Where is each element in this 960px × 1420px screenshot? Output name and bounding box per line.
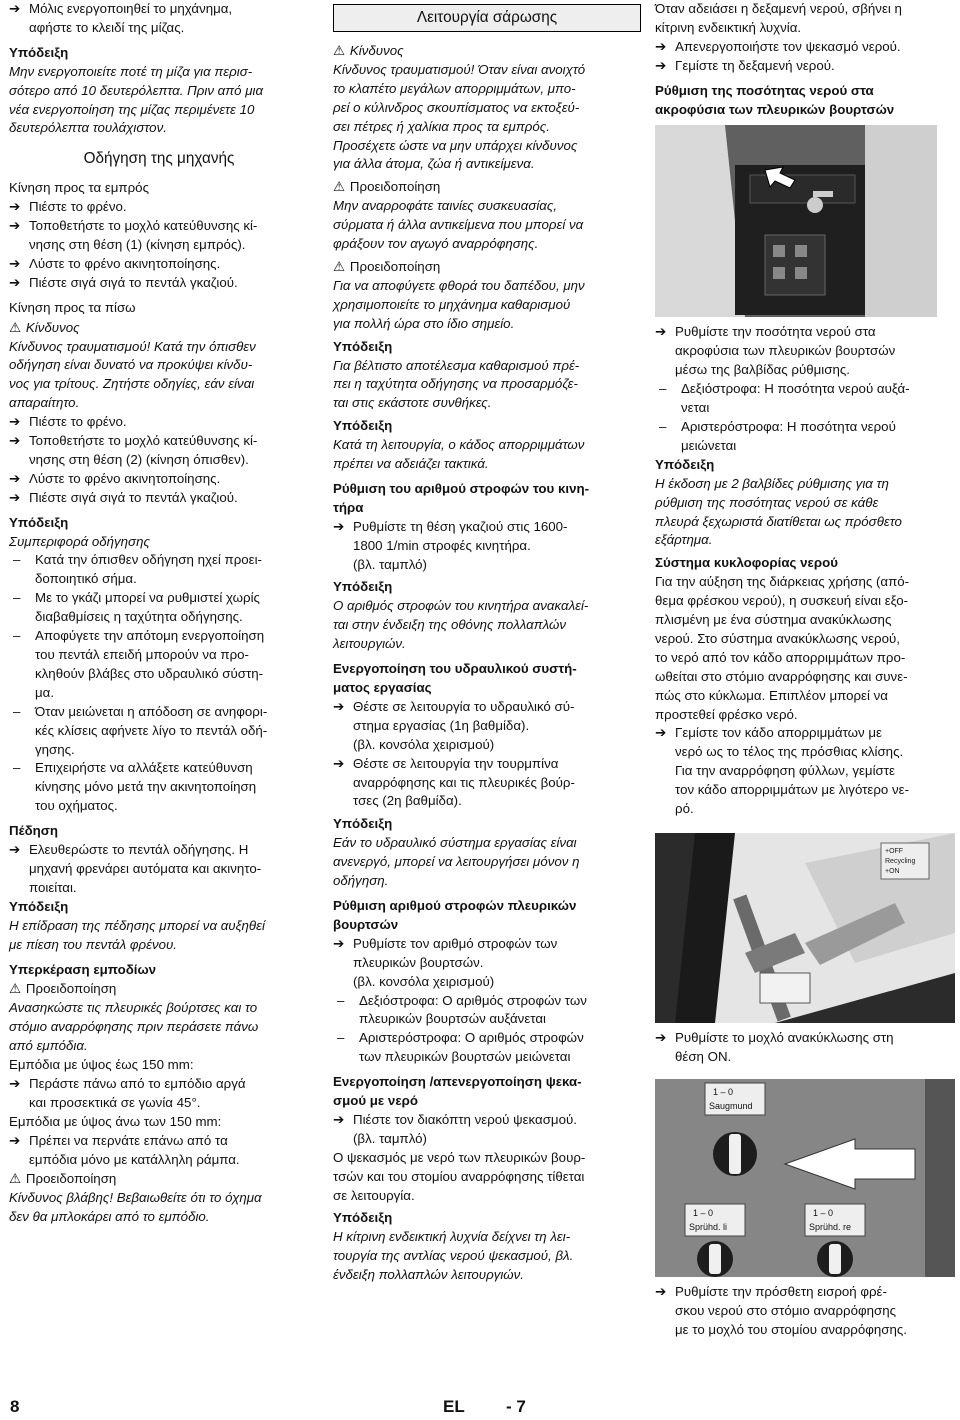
list-item	[9, 703, 309, 760]
text-line: λειτουργιών.	[333, 636, 406, 652]
text-line: αφήστε το κλειδί της μίζας.	[29, 19, 185, 35]
text-line: Η επίδραση της πέδησης μπορεί να αυξηθεί	[9, 917, 265, 933]
note-title: Υπόδειξη	[333, 816, 393, 832]
photo-recycling-lever	[655, 833, 955, 1023]
warning-heading	[9, 980, 309, 999]
text-line: Για να αποφύγετε φθορά του δαπέδου, μην	[333, 277, 585, 293]
danger-title: Κίνδυνος	[25, 319, 80, 335]
column-left	[9, 0, 309, 1227]
text-line: ➔ Πρέπει να περνάτε επάνω από τα	[29, 1132, 228, 1148]
step-item	[9, 489, 309, 508]
text-line: Για την αύξηση της διάρκειας χρήσης (από-	[655, 574, 910, 590]
warning-body	[333, 277, 641, 334]
subsection-title: Πέδηση	[9, 823, 59, 839]
warning-title: Προειδοποίηση	[25, 981, 117, 997]
text-line: μέσω της βαλβίδας ρύθμισης.	[675, 362, 850, 378]
text-line: ωθείται στο στόμιο αναρρόφησης και συνε-	[655, 668, 908, 684]
text-line: Ο αριθμός στροφών του κινητήρα ανακαλεί-	[333, 598, 589, 614]
text-line: οδήγηση είναι δυνατό να προκύψει κίνδυ-	[9, 357, 253, 373]
text-line: πρέπει να αδειάζει τακτικά.	[333, 456, 489, 472]
text-line: ➔ Πιέστε το φρένο.	[29, 414, 127, 430]
text-line: ακροφύσια των πλευρικών βουρτσών	[675, 343, 896, 359]
text-line: μηχανή φρενάρει αυτόματα και ακινητο-	[29, 860, 262, 876]
text-line: του πεντάλ επειδή μπορούν να προ-	[35, 647, 249, 662]
text-line: ➔ Τοποθετήστε το μοχλό κατεύθυνσης κί-	[29, 433, 258, 449]
text-line: πλευρά ξεχωριστά διατίθεται ως πρόσθετο	[655, 513, 902, 529]
text-line: χρησιμοποιείτε το μηχάνημα καθαρισμού	[333, 296, 571, 312]
note-title: Υπόδειξη	[9, 44, 69, 60]
text-line: οδήγηση.	[333, 873, 389, 889]
text-line: Κατά τη λειτουργία, ο κάδος απορριμμάτων	[333, 437, 585, 453]
subsection-title	[655, 82, 957, 120]
list-item	[333, 1029, 641, 1067]
list-item	[9, 589, 309, 627]
text-line: νεται	[681, 400, 710, 416]
text-line: του οχήματος.	[35, 798, 118, 814]
text-line: ρεί ο κύλινδρος σκουπίσματος να εκτοξεύ-	[333, 99, 580, 115]
list-item	[9, 551, 309, 589]
text-line: Μόλις ενεργοποιηθεί το μηχάνημα,	[29, 1, 233, 16]
list-item	[9, 759, 309, 816]
note-body	[333, 436, 641, 474]
arrow-icon: ➔	[9, 1, 21, 16]
text-line: Κίνδυνος βλάβης! Βεβαιωθείτε ότι το όχημα	[9, 1190, 262, 1206]
text-line: κίνησης μόνο μετά την ακινητοποίηση	[35, 779, 257, 795]
intro-text	[655, 0, 957, 38]
step-item	[333, 698, 641, 755]
panel-photo-svg	[655, 1079, 955, 1277]
text-line: ρό.	[675, 801, 694, 817]
step-item	[655, 57, 957, 76]
step-item	[333, 935, 641, 992]
note-title: Υπόδειξη	[333, 418, 393, 434]
text-line: στόμιο αναρρόφησης πριν περάσετε πάνω	[9, 1019, 259, 1035]
note-body	[333, 834, 641, 891]
section-title: Οδήγηση της μηχανής	[83, 150, 235, 168]
text-line: (βλ. κονσόλα χειρισμού)	[353, 973, 495, 989]
warning-heading	[333, 258, 641, 277]
text-line: δοποιητικό σήμα.	[35, 571, 137, 587]
lever-label-recycling: Recycling	[885, 858, 916, 865]
text-line: ➔ Τοποθετήστε το μοχλό κατεύθυνσης κί-	[29, 218, 258, 234]
text-line: Για βέλτιστο αποτέλεσμα καθαρισμού πρέ-	[333, 357, 580, 373]
text-line: των πλευρικών βουρτσών μειώνεται	[359, 1049, 571, 1065]
text-line: και προσεκτικά σε γωνία 45°.	[29, 1094, 201, 1110]
column-middle	[333, 0, 641, 1285]
text-line: ➔ Πιέστε τον διακόπτη νερού ψεκασμού.	[353, 1111, 577, 1127]
note-body	[9, 917, 309, 955]
text-line: νος για τρίτους. Ζητήστε οδηγίες, εάν είναι	[9, 376, 255, 392]
text-line: ται στην ένδειξη της οθόνης πολλαπλών	[333, 617, 567, 633]
text-line: το κλαπέτο μεγάλων απορριμμάτων, μπο-	[333, 80, 576, 96]
text-line: ται στις εκάστοτε συνθήκες.	[333, 395, 492, 411]
text-line: πει η ταχύτητα οδήγησης να προσαρμόζε-	[333, 376, 578, 392]
text-line: – Αριστερόστροφα: Ο αριθμός στροφών	[359, 1030, 584, 1046]
text-line: ➔ Ρυθμίστε την ποσότητα νερού στα	[675, 324, 876, 340]
warning-heading	[333, 178, 641, 197]
note-body	[333, 357, 641, 414]
column-right	[655, 0, 957, 1340]
warning-icon: ⚠	[9, 1171, 21, 1187]
text-line: ➔ Ρυθμίστε τη θέση γκαζιού στις 1600-	[353, 518, 568, 534]
text-line: πλευρικών βουρτσών.	[353, 954, 484, 970]
text-line: δεν θα μπλοκάρει από το εμπόδιο.	[9, 1209, 210, 1225]
text-line: ματος εργασίας	[333, 680, 432, 695]
text-line: τσες (2η βαθμίδα).	[353, 793, 462, 809]
text-line: Προσέχετε ώστε να μην υπάρχει κίνδυνος	[333, 137, 578, 153]
text-line: εξάρτημα.	[655, 532, 713, 548]
text-line: – Δεξιόστροφα: Η ποσότητα νερού αυξά-	[681, 381, 910, 397]
note-body	[655, 475, 957, 551]
text-line: μα.	[35, 684, 55, 700]
panel-label-6: Sprühd. re	[809, 1221, 852, 1232]
warning-icon: ⚠	[333, 43, 345, 58]
subsection-title	[333, 660, 641, 698]
text-line: προστεθεί φρέσκο νερό.	[655, 706, 798, 722]
text-line: ➔ Θέστε σε λειτουργία το υδραυλικό σύ-	[353, 698, 575, 714]
text-line: νερού. Στο σύστημα ανακύκλωσης νερού,	[655, 630, 900, 646]
text-line: νερό ως το τέλος της πρόσθιας κλίσης.	[675, 744, 904, 760]
text-line: τον κάδο απορριμμάτων με λιγότερο νε-	[675, 782, 909, 798]
text-line: Η έκδοση με 2 βαλβίδες ρύθμισης για τη	[655, 475, 889, 491]
text-line: (βλ. ταμπλό)	[353, 1130, 427, 1146]
note-body	[9, 63, 309, 139]
text-line: Ρύθμιση αριθμού στροφών πλευρικών	[333, 897, 577, 913]
subsection-title	[333, 480, 641, 518]
text-line: Εάν το υδραυλικό σύστημα εργασίας είναι	[333, 835, 577, 851]
step-item	[655, 1029, 957, 1067]
text-line: κίτρινη ενδεικτική λυχνία.	[655, 19, 802, 35]
text-line: ➔ Ρυθμίστε την πρόσθετη εισροή φρέ-	[675, 1283, 887, 1299]
subsection-title	[333, 897, 641, 935]
text-line: νησης στη θέση (2) (κίνηση όπισθεν).	[29, 451, 249, 467]
spray-description	[333, 1149, 641, 1206]
text-line: – Όταν μειώνεται η απόδοση σε ανηφορι-	[35, 703, 268, 719]
lever-label-on: +ON	[885, 868, 900, 875]
panel-label-2: Saugmund	[709, 1100, 753, 1111]
text-line: Ενεργοποίηση του υδραυλικού συστή-	[333, 661, 577, 677]
subsection-title	[333, 1073, 641, 1111]
danger-body	[333, 61, 641, 174]
text-line: ανενεργό, μπορεί να λειτουργήσει μόνον η	[333, 854, 580, 870]
text-line: – Δεξιόστροφα: Ο αριθμός στροφών των	[359, 992, 587, 1008]
warning-body	[9, 999, 309, 1056]
step-item	[333, 1111, 641, 1149]
danger-title: Κίνδυνος	[349, 43, 404, 58]
photo-control-panel	[655, 1079, 955, 1277]
sub-page-number: - 7	[506, 1397, 526, 1416]
note-title: Υπόδειξη	[333, 338, 393, 354]
step-item	[9, 413, 309, 432]
recirc-description	[655, 573, 957, 724]
text-line: Κίνδυνος τραυματισμού! Όταν είναι ανοιχτό	[333, 61, 586, 77]
page-number: 8	[10, 1397, 20, 1416]
text-line: ➔ Ρυθμίστε τον αριθμό στροφών των	[353, 935, 558, 951]
text-line: Ο ψεκασμός με νερό των πλευρικών βουρ-	[333, 1149, 586, 1165]
text-line: πώς στο κύκλωμα. Επιπλέον μπορεί να	[655, 687, 888, 703]
warning-body	[9, 1189, 309, 1227]
text-line: Για την αναρρόφηση φύλλων, γεμίστε	[675, 763, 895, 779]
text-line: σκου νερού στο στόμιο αναρρόφησης	[675, 1302, 897, 1318]
step-item	[9, 1132, 309, 1170]
note-title: Υπόδειξη	[9, 898, 69, 914]
subsection-title: Κίνηση προς τα εμπρός	[9, 180, 149, 196]
note-subtitle: Συμπεριφορά οδήγησης	[9, 533, 150, 549]
text-line: Ανασηκώστε τις πλευρικές βούρτσες και το	[9, 1000, 258, 1016]
text-line: ➔ Πιέστε σιγά σιγά το πεντάλ γκαζιού.	[29, 274, 238, 290]
text-line: θέση ON.	[675, 1048, 732, 1064]
photo-water-valve	[655, 125, 937, 317]
step-item	[655, 1283, 957, 1340]
text-line: ποιείται.	[29, 879, 77, 895]
step-item	[9, 198, 309, 217]
text-line: φράξουν τον αγωγό αναρρόφησης.	[333, 236, 539, 252]
danger-heading	[333, 42, 641, 61]
text-line: από εμπόδια.	[9, 1038, 88, 1054]
step-item	[333, 518, 641, 575]
warning-title: Προειδοποίηση	[25, 1171, 117, 1187]
text-line: θεμα φρέσκου νερού), η συσκευή είναι εξο-	[655, 593, 909, 609]
step-item	[9, 274, 309, 293]
step-item	[9, 1075, 309, 1113]
text-line: σει πέτρες ή χαλίκια προς τα εμπρός.	[333, 118, 550, 134]
text-line: 1800 1/min στροφές κινητήρα.	[353, 537, 531, 553]
text-line: ένδειξη πολλαπλών λειτουργιών.	[333, 1267, 525, 1283]
text-line: ακροφύσια των πλευρικών βουρτσών	[655, 101, 895, 117]
text-line: νέα ενεργοποίηση της μίζας περιμένετε 10	[9, 101, 255, 117]
text-line: διαβαθμίσεις η ταχύτητα οδήγησης.	[35, 609, 243, 625]
text-line: αναρρόφησης και τις πλευρικές βούρ-	[353, 774, 575, 790]
text-line: ➔ Θέστε σε λειτουργία την τουρμπίνα	[353, 755, 559, 771]
step-item	[655, 323, 957, 380]
list-item	[655, 380, 957, 418]
text-line: απαραίτητο.	[9, 395, 80, 411]
text-line: κληθούν βλάβες στο υδραυλικό σύστη-	[35, 665, 264, 681]
list-item	[333, 992, 641, 1030]
text-line: Ρύθμιση του αριθμού στροφών του κινη-	[333, 480, 590, 496]
text-line: – Επιχειρήστε να αλλάξετε κατεύθυνση	[35, 760, 253, 776]
text-line: Όταν αδειάσει η δεξαμενή νερού, σβήνει η	[655, 1, 902, 16]
text-line: γησης.	[35, 741, 75, 757]
panel-label-1: 1 – 0	[713, 1086, 734, 1097]
text-line: ➔ Λύστε το φρένο ακινητοποίησης.	[29, 255, 221, 271]
text-line: το νερό από τον κάδο απορριμμάτων προ-	[655, 649, 906, 665]
text-line: στημα εργασίας (1η βαθμίδα).	[353, 717, 530, 733]
subsection-title: Υπερκέραση εμποδίων	[9, 961, 157, 977]
list-item	[9, 627, 309, 703]
text-line: Μην αναρροφάτε ταινίες συσκευασίας,	[333, 198, 558, 214]
text-line: ρύθμιση της ποσότητας νερού σε κάθε	[655, 494, 879, 510]
text-line: ➔ Απενεργοποιήστε τον ψεκασμό νερού.	[675, 38, 901, 54]
panel-label-4: Sprühd. li	[689, 1221, 728, 1232]
text-line: για άλλα άτομα, ζώα ή αντικείμενα.	[333, 156, 535, 172]
lever-photo-svg	[655, 833, 955, 1023]
lever-label-off: +OFF	[885, 848, 904, 855]
text-line: σύρματα ή άλλα αντικείμενα που μπορεί να	[333, 217, 584, 233]
text-line: εμπόδια μόνο με κατάλληλη ράμπα.	[29, 1151, 240, 1167]
text-line: ➔ Ρυθμίστε το μοχλό ανακύκλωσης στη	[675, 1030, 894, 1045]
text-line: σμού με νερό	[333, 1093, 418, 1109]
text-line: Ενεργοποίηση /απενεργοποίηση ψεκα-	[333, 1074, 582, 1090]
subsection-title: Κίνηση προς τα πίσω	[9, 299, 136, 315]
text-line: (βλ. ταμπλό)	[353, 556, 427, 572]
warning-heading	[9, 1170, 309, 1189]
note-body	[333, 1228, 641, 1285]
text-line: – Αριστερόστροφα: Η ποσότητα νερού	[681, 418, 896, 434]
text-line: – Αποφύγετε την απότομη ενεργοποίηση	[35, 628, 265, 644]
text-line: πλευρικών βουρτσών αυξάνεται	[359, 1011, 546, 1027]
text-line: ➔ Πιέστε σιγά σιγά το πεντάλ γκαζιού.	[29, 489, 238, 505]
panel-label-3: 1 – 0	[693, 1207, 714, 1218]
step-item	[655, 38, 957, 57]
danger-body	[9, 338, 309, 414]
text-line: πλισμένη με ένα σύστημα ανακύκλωσης	[655, 612, 892, 628]
note-title: Υπόδειξη	[333, 1210, 393, 1226]
text-line: ➔ Πιέστε το φρένο.	[29, 199, 127, 215]
step-item	[9, 432, 309, 470]
text-line: για πολλή ώρα στο ίδιο σημείο.	[333, 315, 515, 331]
text-line: – Με το γκάζι μπορεί να ρυθμιστεί χωρίς	[35, 590, 260, 606]
warning-title: Προειδοποίηση	[349, 179, 441, 195]
valve-photo-svg	[655, 125, 937, 317]
danger-heading	[9, 319, 309, 338]
text-line: Κίνδυνος τραυματισμού! Κατά την όπισθεν	[9, 338, 256, 354]
step-item	[333, 755, 641, 812]
text-line: σότερο από 10 δευτερόλεπτα. Πριν από μια	[9, 82, 264, 98]
text-line: σε λειτουργία.	[333, 1187, 415, 1203]
section-box-title: Λειτουργία σάρωσης	[333, 4, 641, 32]
step-item	[655, 724, 957, 819]
note-title: Υπόδειξη	[333, 579, 393, 595]
text-line: κές κλίσεις αφήνετε λίγο το πεντάλ οδή-	[35, 722, 268, 738]
warning-icon: ⚠	[333, 179, 345, 195]
text-line: βουρτσών	[333, 916, 399, 932]
subsection-title: Σύστημα κυκλοφορίας νερού	[655, 555, 838, 571]
text-line: (βλ. κονσόλα χειρισμού)	[353, 736, 495, 752]
intro-text	[9, 0, 309, 38]
list-item	[655, 418, 957, 456]
step-item	[9, 841, 309, 898]
step-item	[9, 217, 309, 255]
obstacle-low-label: Εμπόδια με ύψος έως 150 mm:	[9, 1057, 194, 1073]
text-line: Η κίτρινη ενδεικτική λυχνία δείχνει τη λει-	[333, 1229, 571, 1245]
obstacle-high-label: Εμπόδια με ύψος άνω των 150 mm:	[9, 1113, 222, 1129]
language-code: EL	[443, 1397, 465, 1416]
text-line: τήρα	[333, 499, 364, 515]
text-line: ➔ Ελευθερώστε το πεντάλ οδήγησης. Η	[29, 842, 249, 858]
note-body	[333, 597, 641, 654]
text-line: με το μοχλό του στομίου αναρρόφησης.	[675, 1321, 907, 1337]
text-line: Μην ενεργοποιείτε ποτέ τη μίζα για περισ-	[9, 63, 253, 79]
text-line: Ρύθμιση της ποσότητας νερού στα	[655, 82, 874, 98]
step-item	[9, 255, 309, 274]
text-line: δευτερόλεπτα τουλάχιστον.	[9, 120, 167, 136]
note-title: Υπόδειξη	[9, 514, 69, 530]
warning-icon: ⚠	[9, 319, 21, 335]
text-line: ➔ Γεμίστε τον κάδο απορριμμάτων με	[675, 725, 882, 741]
panel-label-5: 1 – 0	[813, 1207, 834, 1218]
warning-body	[333, 197, 641, 254]
text-line: τουργία της αντλίας νερού ψεκασμού, βλ.	[333, 1248, 574, 1264]
text-line: νησης στη θέση (1) (κίνηση εμπρός).	[29, 236, 246, 252]
text-line: ➔ Περάστε πάνω από το εμπόδιο αργά	[29, 1075, 246, 1091]
note-title: Υπόδειξη	[655, 456, 715, 472]
text-line: ➔ Γεμίστε τη δεξαμενή νερού.	[675, 57, 835, 73]
text-line: με πίεση του πεντάλ φρένου.	[9, 936, 177, 952]
text-line: ➔ Λύστε το φρένο ακινητοποίησης.	[29, 470, 221, 486]
step-item	[9, 470, 309, 489]
warning-icon: ⚠	[9, 981, 21, 997]
text-line: – Κατά την όπισθεν οδήγηση ηχεί προει-	[35, 552, 262, 568]
warning-icon: ⚠	[333, 258, 345, 274]
text-line: μειώνεται	[681, 437, 737, 453]
text-line: τσών και του στομίου αναρρόφησης τίθεται	[333, 1168, 585, 1184]
warning-title: Προειδοποίηση	[349, 258, 441, 274]
